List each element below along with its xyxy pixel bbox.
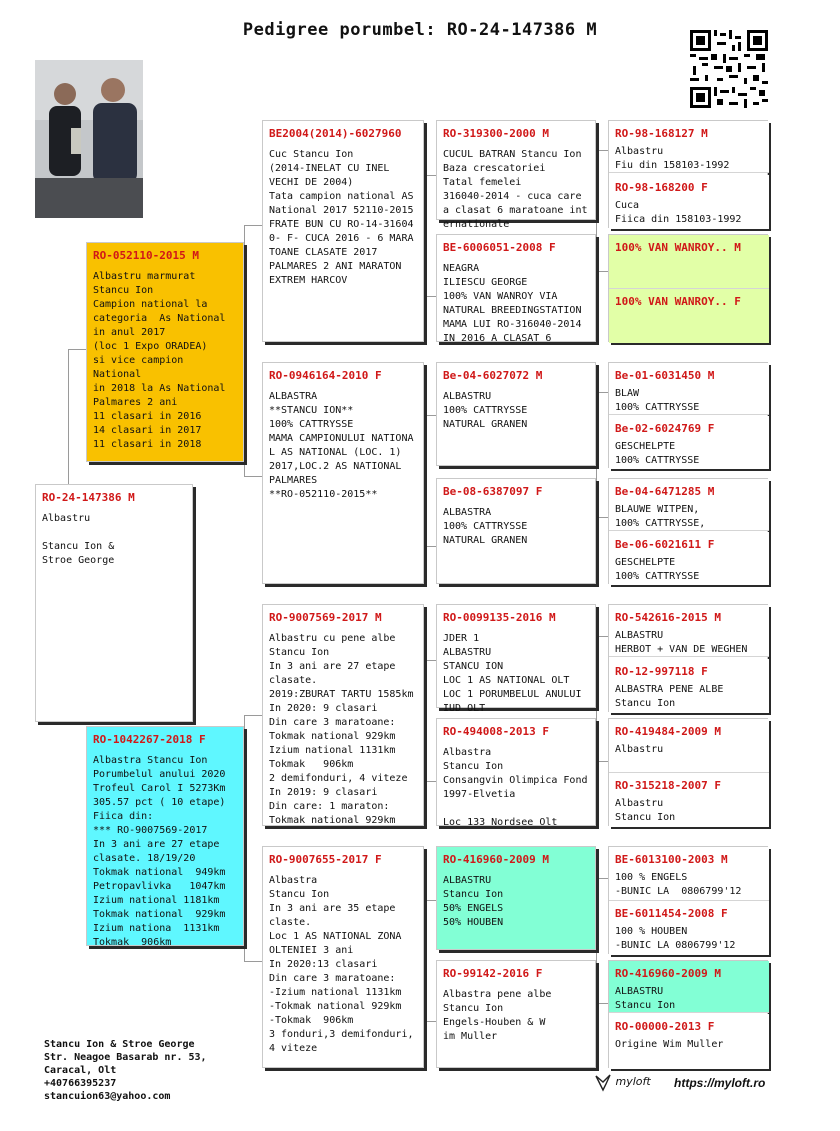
pigeon-details: ALBASTRU HERBOT + VAN DE WEGHEN xyxy=(615,630,748,655)
page-title: Pedigree porumbel: RO-24-147386 M xyxy=(242,20,598,40)
g5-group-2 xyxy=(608,234,768,342)
pigeon-details: ALBASTRA **STANCU ION** 100% CATTRYSSE MAMA CAMPIONULUI NATIONA L AS NATIONAL (LOC. 1) 2017,LOC.2 AS NATIONAL PALMARES **RO-052110-2015** xyxy=(269,391,414,500)
ring-number: RO-416960-2009 M xyxy=(443,853,549,866)
pigeon-details: Albastra Stancu Ion Porumbelul anului 2020 Trofeul Carol I 5273Km 305.57 pct ( 10 etape) Fiica din: *** RO-9007569-2017 In 3 ani are 27 etape clasate. 18/19/20 Tokmak national 949km Petropavlivka 1047km Izium national 1181km Tokmak national 929km Izium nationa 1131km Tokmak 906km xyxy=(93,755,226,948)
pigeon-details: ALBASTRU Stancu Ion xyxy=(615,986,676,1011)
g5-group-4 xyxy=(608,478,768,584)
pigeon-details: CUCUL BATRAN Stancu Ion Baza crescatoriei Tatal femelei 316040-2014 - cuca care a clasat 6 maratoane int ernationale xyxy=(443,149,588,230)
owner-contact xyxy=(44,1038,207,1103)
website-link[interactable]: https://myloft.ro xyxy=(674,1076,766,1090)
owner-email[interactable]: stancuion63@yahoo.com xyxy=(44,1091,171,1102)
pigeon-details: ALBASTRU Stancu Ion 50% ENGELS 50% HOUBEN xyxy=(443,875,504,928)
ring-number: BE-6006051-2008 F xyxy=(443,241,556,254)
ring-number: RO-9007655-2017 F xyxy=(269,853,382,866)
pigeon-details: Origine Wim Muller xyxy=(615,1039,724,1050)
ring-number: RO-98-168200 F xyxy=(615,181,708,194)
ring-number: RO-1042267-2018 F xyxy=(93,733,206,746)
pigeon-details: ALBASTRA PENE ALBE Stancu Ion xyxy=(615,684,724,709)
pigeon-card-g5-2[interactable] xyxy=(609,175,769,229)
pigeon-details: Albastru Stancu Ion xyxy=(615,798,676,823)
brand-name: myloft xyxy=(615,1075,651,1088)
pigeon-card-fmf[interactable] xyxy=(436,362,596,466)
ring-number: RO-052110-2015 M xyxy=(93,249,199,262)
ring-number: Be-04-6471285 M xyxy=(615,485,715,498)
ring-number: Be-01-6031450 M xyxy=(615,369,715,382)
ring-number: RO-419484-2009 M xyxy=(615,725,721,738)
pigeon-card-g5-5[interactable] xyxy=(609,363,769,415)
owner-address: Str. Neagoe Basarab nr. 53, xyxy=(44,1052,207,1063)
pigeon-card-g5-7[interactable] xyxy=(609,479,769,531)
ring-number: 100% VAN WANROY.. M xyxy=(615,241,741,254)
pigeon-details: Albastru xyxy=(615,744,664,755)
pigeon-details: Albastru Stancu Ion & Stroe George xyxy=(42,513,115,566)
pigeon-details: GESCHELPTE 100% CATTRYSSE xyxy=(615,441,700,466)
pigeon-card-fff[interactable] xyxy=(436,120,596,230)
ring-number: Be-02-6024769 F xyxy=(615,422,715,435)
ring-number: RO-0099135-2016 M xyxy=(443,611,556,624)
pigeon-card-mfm[interactable] xyxy=(436,718,596,826)
pigeon-card-g5-1[interactable] xyxy=(609,121,769,173)
ring-number: RO-12-997118 F xyxy=(615,665,708,678)
pigeon-details: Albastru marmurat Stancu Ion Campion national la categoria As National in anul 2017 (loc 1 Expo ORADEA) si vice campion National in 2018 la As National Palmares 2 ani 11 clasari in 2016 14 clasari in 2017 11 clasari in 2018 xyxy=(93,271,226,450)
g5-group-5 xyxy=(608,604,768,712)
pigeon-details: 100 % HOUBEN -BUNIC LA 0806799'12 xyxy=(615,926,736,951)
pigeon-card-ffm[interactable] xyxy=(436,234,596,342)
pigeon-card-father[interactable] xyxy=(86,242,244,462)
connector-mother-parents xyxy=(244,715,263,962)
pigeon-card-fm[interactable] xyxy=(262,362,424,584)
pigeon-details: Albastru cu pene albe Stancu Ion In 3 ani are 27 etape clasate. 2019:ZBURAT TARTU 1585km In 2020: 9 clasari Din care 3 maratoane: Tokmak national 929km Izium national 1131km Tokmak 906km 2 demifonduri, 4 viteze In 2019: 9 clasari Din care: 1 maraton: Tokmak national 929km xyxy=(269,633,414,826)
ring-number: Be-06-6021611 F xyxy=(615,538,715,551)
pigeon-card-g5-15[interactable] xyxy=(609,961,769,1013)
g5-group-8 xyxy=(608,960,768,1068)
pigeon-details: 100 % ENGELS -BUNIC LA 0806799'12 xyxy=(615,872,742,897)
pigeon-details: Albastra Stancu Ion Consangvin Olimpica Fond 1997-Elvetia Loc 133 Nordsee Olt xyxy=(443,747,588,828)
owner-phone[interactable]: +40766395237 xyxy=(44,1078,117,1089)
pigeon-card-g5-8[interactable] xyxy=(609,532,769,585)
ring-number: RO-494008-2013 F xyxy=(443,725,549,738)
ring-number: RO-542616-2015 M xyxy=(615,611,721,624)
ring-number: RO-319300-2000 M xyxy=(443,127,549,140)
ring-number: Be-08-6387097 F xyxy=(443,485,543,498)
pigeon-details: JDER 1 ALBASTRU STANCU ION LOC 1 AS NATIONAL OLT LOC 1 PORUMBELUL ANULUI IUD OLT xyxy=(443,633,582,714)
pigeon-details: Albastra pene albe Stancu Ion Engels-Houben & W im Muller xyxy=(443,989,552,1042)
g5-group-6 xyxy=(608,718,768,826)
pigeon-card-g5-4[interactable] xyxy=(609,289,769,343)
pigeon-card-g5-13[interactable] xyxy=(609,847,769,901)
pigeon-card-mff[interactable] xyxy=(436,604,596,714)
pigeon-details: GESCHELPTE 100% CATTRYSSE xyxy=(615,557,700,582)
ring-number: BE-6011454-2008 F xyxy=(615,907,728,920)
qr-code xyxy=(690,30,768,108)
ring-number: BE-6013100-2003 M xyxy=(615,853,728,866)
connector-father xyxy=(68,349,86,350)
pigeon-card-mmf[interactable] xyxy=(436,846,596,950)
g5-group-1 xyxy=(608,120,768,228)
pigeon-card-g5-6[interactable] xyxy=(609,416,769,469)
g5-group-3 xyxy=(608,362,768,468)
myloft-logo xyxy=(594,1072,651,1092)
pigeon-card-g5-10[interactable] xyxy=(609,659,769,713)
pigeon-card-g5-9[interactable] xyxy=(609,605,769,657)
pigeon-card-mother[interactable] xyxy=(86,726,244,946)
ring-number: Be-04-6027072 M xyxy=(443,369,543,382)
owner-name: Stancu Ion & Stroe George xyxy=(44,1039,195,1050)
pigeon-card-subject[interactable] xyxy=(35,484,193,722)
pigeon-details: Cuca Fiica din 158103-1992 xyxy=(615,200,742,225)
pigeon-card-fmm[interactable] xyxy=(436,478,596,584)
pigeon-details: Cuc Stancu Ion (2014-INELAT CU INEL VECHI DE 2004) Tata campion national AS National 2017 52110-2015 FRATE BUN CU RO-14-31604 0- F- CUCA 2016 - 6 MARA TOANE CLASATE 2017 PALMARES 2 ANI MARATON EXTREM HARCOV xyxy=(269,149,414,286)
g5-group-7 xyxy=(608,846,768,954)
pigeon-card-g5-11[interactable] xyxy=(609,719,769,773)
ring-number: RO-24-147386 M xyxy=(42,491,135,504)
pigeon-owner-photo xyxy=(35,60,143,218)
ring-number: RO-99142-2016 F xyxy=(443,967,543,980)
pigeon-card-mf[interactable] xyxy=(262,604,424,826)
pigeon-card-mm[interactable] xyxy=(262,846,424,1068)
ring-number: RO-315218-2007 F xyxy=(615,779,721,792)
ring-number: RO-416960-2009 M xyxy=(615,967,721,980)
pigeon-card-g5-3[interactable] xyxy=(609,235,769,289)
ring-number: BE2004(2014)-6027960 xyxy=(269,127,402,140)
pigeon-card-g5-12[interactable] xyxy=(609,773,769,827)
owner-city: Caracal, Olt xyxy=(44,1065,117,1076)
pigeon-details: Albastru Fiu din 158103-1992 xyxy=(615,146,730,171)
pigeon-details: ALBASTRU 100% CATTRYSSE NATURAL GRANEN xyxy=(443,391,528,430)
ring-number: RO-00000-2013 F xyxy=(615,1020,715,1033)
ring-number: RO-9007569-2017 M xyxy=(269,611,382,624)
pigeon-card-ff[interactable] xyxy=(262,120,424,342)
pigeon-details: BLAUWE WITPEN, 100% CATTRYSSE, xyxy=(615,504,706,529)
pigeon-details: NEAGRA ILIESCU GEORGE 100% VAN WANROY VIA NATURAL BREEDINGSTATION MAMA LUI RO-316040-2014 IN 2016 A CLASAT 6 xyxy=(443,263,582,344)
pigeon-card-g5-16[interactable] xyxy=(609,1014,769,1069)
ring-number: RO-98-168127 M xyxy=(615,127,708,140)
ring-number: RO-0946164-2010 F xyxy=(269,369,382,382)
pigeon-card-mmm[interactable] xyxy=(436,960,596,1068)
pigeon-details: ALBASTRA 100% CATTRYSSE NATURAL GRANEN xyxy=(443,507,528,546)
pigeon-card-g5-14[interactable] xyxy=(609,901,769,955)
ring-number: 100% VAN WANROY.. F xyxy=(615,295,741,308)
connector-father-parents xyxy=(244,225,263,477)
pigeon-details: BLAW 100% CATTRYSSE xyxy=(615,388,700,413)
pigeon-details: Albastra Stancu Ion In 3 ani are 35 etape claste. Loc 1 AS NATIONAL ZONA OLTENIEI 3 ani In 2020:13 clasari Din care 3 maratoane: -Izium national 1131km -Tokmak national 929km -Tokmak 906km 3 fonduri,3 demifonduri, 4 viteze xyxy=(269,875,414,1054)
pigeon-logo-icon xyxy=(594,1072,612,1092)
